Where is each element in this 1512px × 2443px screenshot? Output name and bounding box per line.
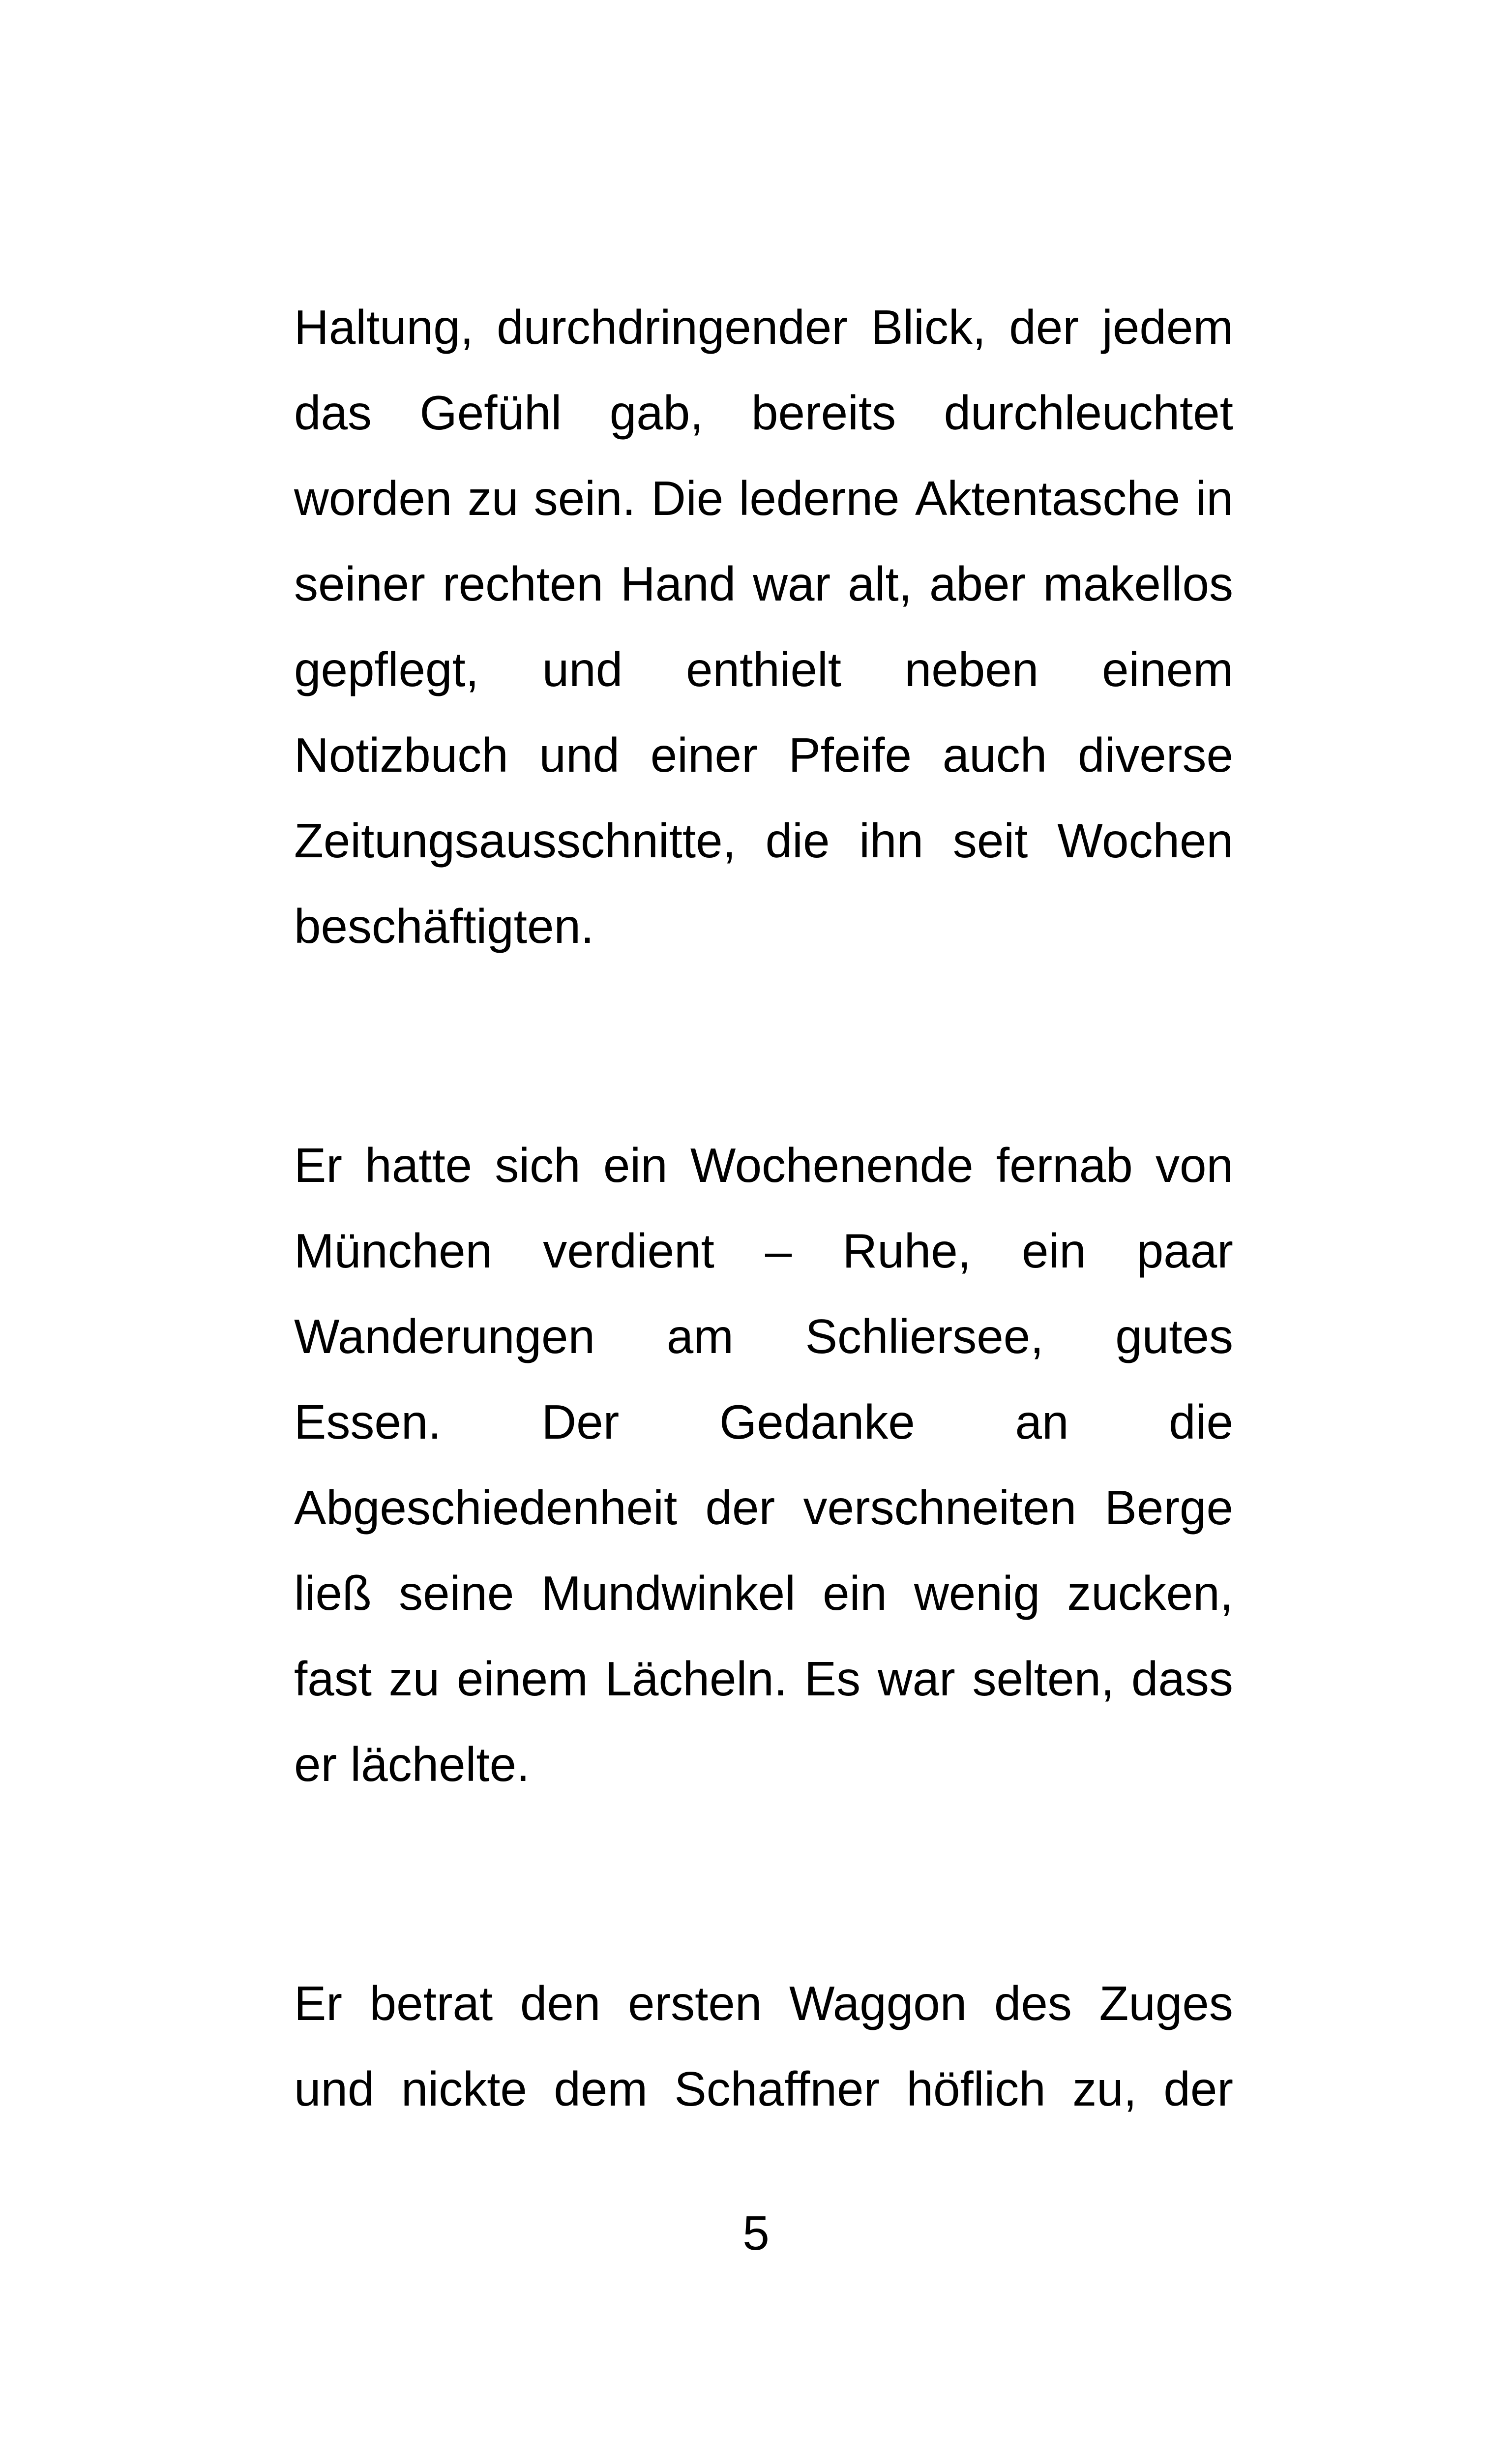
word: worden bbox=[294, 471, 452, 525]
word: Lächeln. bbox=[605, 1652, 788, 1706]
paragraph-1 bbox=[294, 284, 1233, 969]
word: Gefühl bbox=[419, 386, 562, 440]
word: ihn bbox=[859, 814, 924, 868]
word: ließ bbox=[294, 1566, 372, 1620]
word: makellos bbox=[1043, 557, 1233, 611]
word: den bbox=[520, 1976, 601, 2030]
word: war bbox=[753, 557, 831, 611]
word: zucken, bbox=[1067, 1566, 1233, 1620]
word: gab, bbox=[609, 386, 704, 440]
word: dass bbox=[1131, 1652, 1233, 1706]
word: zu bbox=[467, 471, 519, 525]
word: gutes bbox=[1115, 1309, 1233, 1363]
word: verschneiten bbox=[803, 1480, 1077, 1535]
word: ersten bbox=[627, 1976, 762, 2030]
word: Aktentasche bbox=[915, 471, 1181, 525]
word: seiner bbox=[294, 557, 425, 611]
word: dem bbox=[554, 2062, 648, 2116]
word: aber bbox=[929, 557, 1026, 611]
word: – bbox=[765, 1224, 792, 1278]
word: sein. bbox=[534, 471, 636, 525]
word: und bbox=[539, 728, 620, 782]
word: die bbox=[1169, 1395, 1233, 1449]
word: der bbox=[1163, 2062, 1233, 2116]
word: war bbox=[877, 1652, 955, 1706]
word: Notizbuch bbox=[294, 728, 508, 782]
page-number: 5 bbox=[742, 2206, 770, 2260]
word: lederne bbox=[739, 471, 900, 525]
word: enthielt bbox=[686, 642, 842, 696]
word: Die bbox=[651, 471, 724, 525]
word: hatte bbox=[365, 1138, 473, 1192]
word: selten, bbox=[972, 1652, 1115, 1706]
text-line bbox=[294, 1379, 1233, 1465]
word: Pfeife bbox=[788, 728, 912, 782]
word: Schliersee, bbox=[805, 1309, 1044, 1363]
word: verdient bbox=[543, 1224, 714, 1278]
word: Hand bbox=[620, 557, 736, 611]
word: das bbox=[294, 386, 372, 440]
paragraph-2 bbox=[294, 1122, 1233, 1807]
word: ein bbox=[603, 1138, 668, 1192]
word: sich bbox=[495, 1138, 581, 1192]
word: gepflegt, bbox=[294, 642, 479, 696]
word: wenig bbox=[914, 1566, 1040, 1620]
text-line bbox=[294, 1294, 1233, 1379]
word: Es bbox=[804, 1652, 861, 1706]
word: und bbox=[294, 2062, 375, 2116]
word: Wochen bbox=[1057, 814, 1233, 868]
word: Zuges bbox=[1099, 1976, 1233, 2030]
text-line bbox=[294, 1550, 1233, 1636]
text-line bbox=[294, 541, 1233, 627]
word: Wanderungen bbox=[294, 1309, 595, 1363]
word: diverse bbox=[1078, 728, 1233, 782]
word: Wochenende bbox=[690, 1138, 974, 1192]
word: seine bbox=[399, 1566, 514, 1620]
word: von bbox=[1155, 1138, 1233, 1192]
word: Waggon bbox=[789, 1976, 967, 2030]
word: durchdringender bbox=[497, 300, 848, 354]
text-line bbox=[294, 455, 1233, 541]
word: einem bbox=[456, 1652, 588, 1706]
word: Berge bbox=[1104, 1480, 1233, 1535]
word: Er bbox=[294, 1976, 342, 2030]
word: am bbox=[666, 1309, 734, 1363]
word: des bbox=[994, 1976, 1072, 2030]
word: zu bbox=[388, 1652, 440, 1706]
word: rechten bbox=[442, 557, 603, 611]
word: Gedanke bbox=[719, 1395, 915, 1449]
text-line bbox=[294, 1636, 1233, 1721]
text-line bbox=[294, 798, 1233, 883]
word: ein bbox=[1021, 1224, 1086, 1278]
word: Zeitungsausschnitte, bbox=[294, 814, 736, 868]
word: jedem bbox=[1102, 300, 1233, 354]
word: Schaffner bbox=[674, 2062, 880, 2116]
word: Essen. bbox=[294, 1395, 442, 1449]
word: auch bbox=[942, 728, 1047, 782]
text-line bbox=[294, 284, 1233, 370]
word: und bbox=[542, 642, 623, 696]
word: Mundwinkel bbox=[541, 1566, 796, 1620]
text-line bbox=[294, 712, 1233, 798]
word: Ruhe, bbox=[842, 1224, 971, 1278]
text-line bbox=[294, 1208, 1233, 1294]
word: die bbox=[765, 814, 830, 868]
word: seit bbox=[952, 814, 1028, 868]
word: alt, bbox=[848, 557, 912, 611]
word: Blick, bbox=[871, 300, 986, 354]
word: fernab bbox=[996, 1138, 1133, 1192]
word: einer bbox=[650, 728, 758, 782]
word: zu, bbox=[1072, 2062, 1137, 2116]
text-line bbox=[294, 1465, 1233, 1550]
word: Der bbox=[541, 1395, 620, 1449]
text-line bbox=[294, 1122, 1233, 1208]
word: an bbox=[1015, 1395, 1069, 1449]
word: betrat bbox=[369, 1976, 493, 2030]
word: Abgeschiedenheit bbox=[294, 1480, 678, 1535]
word: Haltung, bbox=[294, 300, 474, 354]
word: einem bbox=[1102, 642, 1233, 696]
word: höflich bbox=[906, 2062, 1046, 2116]
word: bereits bbox=[751, 386, 896, 440]
word: Er bbox=[294, 1138, 342, 1192]
text-line bbox=[294, 627, 1233, 712]
paragraph-3 bbox=[294, 1960, 1233, 2132]
word: der bbox=[705, 1480, 775, 1535]
text-line bbox=[294, 1960, 1233, 2046]
word: München bbox=[294, 1224, 493, 1278]
text-line: er lächelte. bbox=[294, 1737, 530, 1791]
word: nickte bbox=[401, 2062, 527, 2116]
word: in bbox=[1195, 471, 1233, 525]
text-line: beschäftigten. bbox=[294, 899, 594, 953]
text-line bbox=[294, 2046, 1233, 2132]
word: neben bbox=[904, 642, 1039, 696]
word: ein bbox=[823, 1566, 887, 1620]
word: der bbox=[1009, 300, 1079, 354]
text-line bbox=[294, 370, 1233, 455]
word: fast bbox=[294, 1652, 372, 1706]
word: paar bbox=[1136, 1224, 1233, 1278]
word: durchleuchtet bbox=[944, 386, 1233, 440]
